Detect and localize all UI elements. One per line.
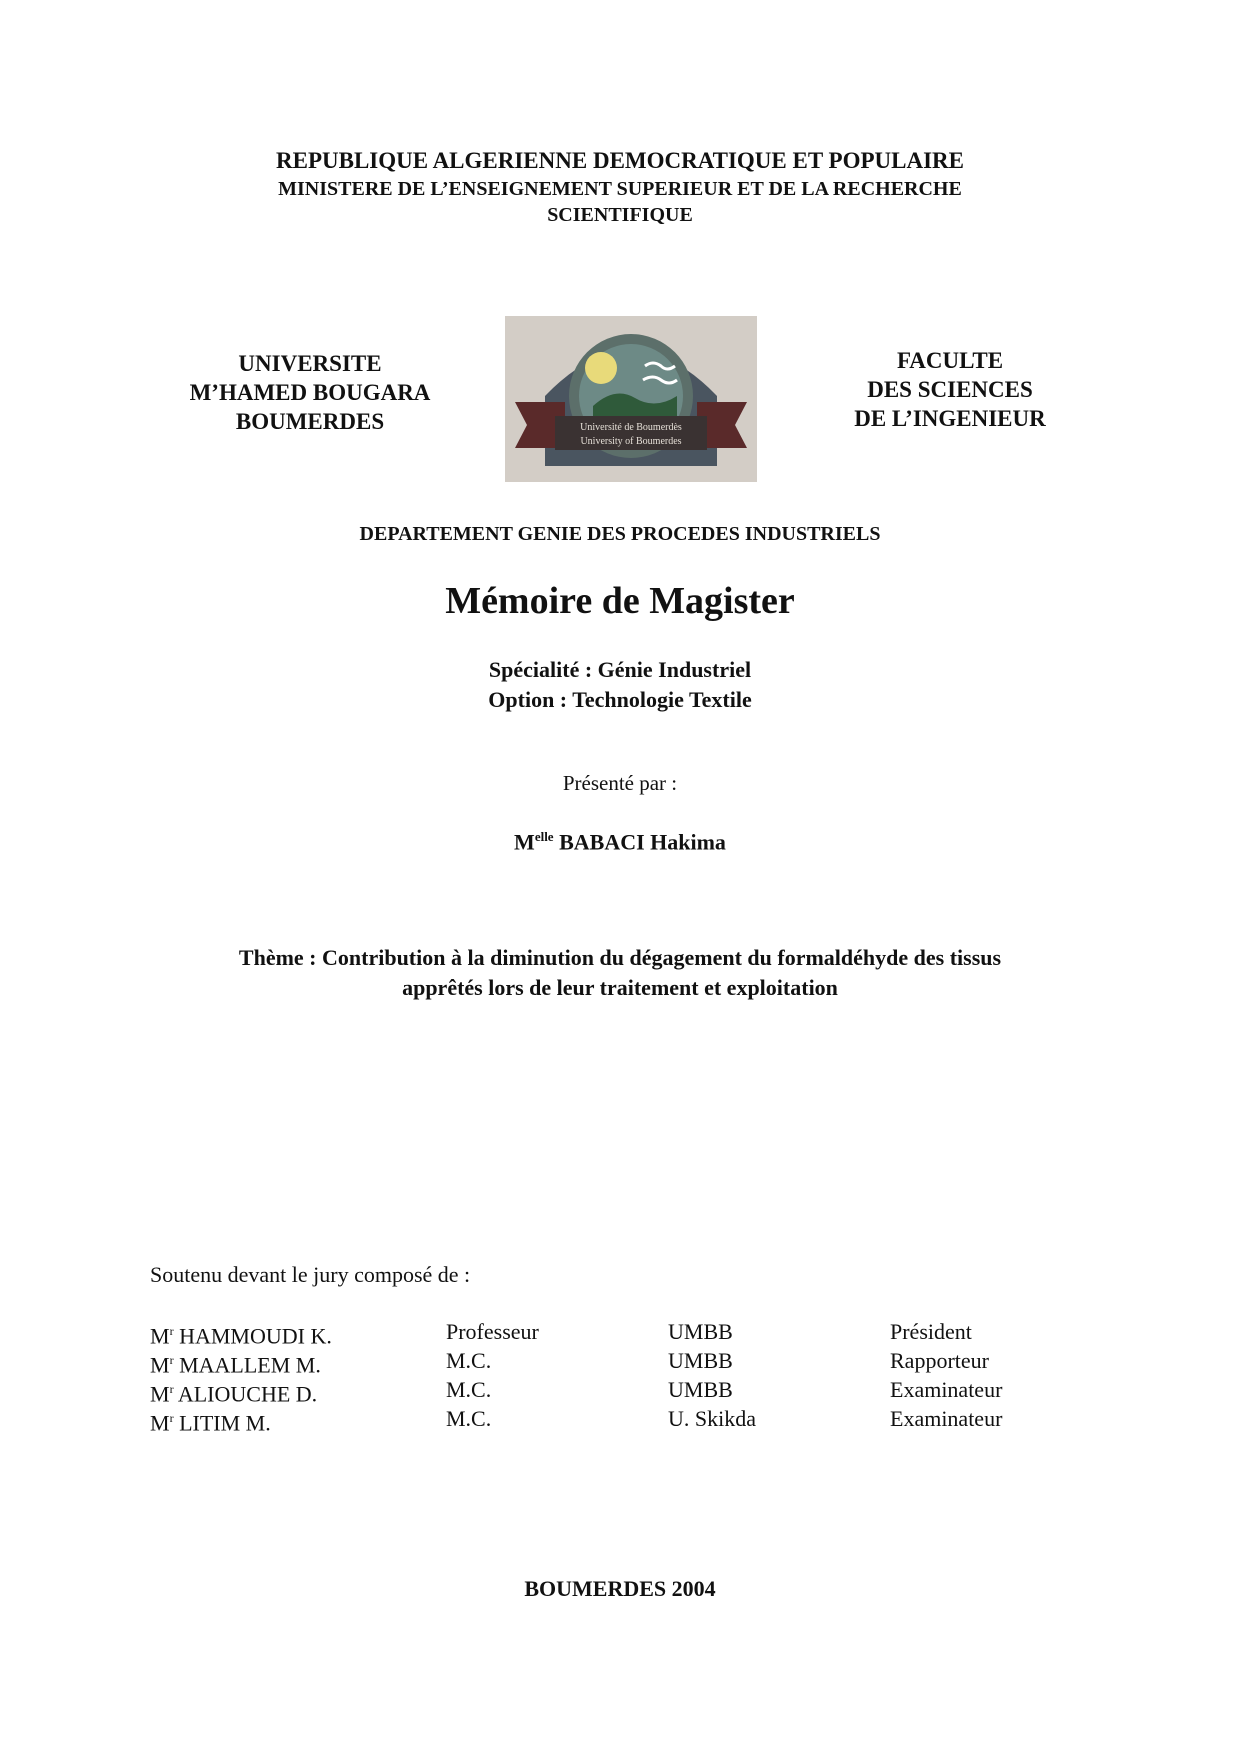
author <box>0 829 1240 855</box>
jury-name: $M^r$ HAMMOUDI K. <box>150 1323 332 1349</box>
jury-name: $M^r$ MAALLEM M. <box>150 1352 321 1378</box>
university-line: M’HAMED BOUGARA <box>189 380 431 405</box>
author-name: BABACI Hakima <box>559 829 726 855</box>
university-block <box>170 349 450 436</box>
speciality: Spécialité : Génie Industriel <box>488 657 752 682</box>
author-prefix: M <box>514 829 535 855</box>
jury-name: $M^r$ LITIM M. <box>150 1410 271 1436</box>
department: DEPARTEMENT GENIE DES PROCEDES INDUSTRIELS <box>359 523 881 545</box>
logo-text-fr: Université de Boumerdès <box>580 422 682 433</box>
jury-grade: M.C. <box>446 1406 492 1431</box>
theme-block <box>0 943 1240 1003</box>
jury-intro: Soutenu devant le jury composé de : <box>150 1262 471 1287</box>
header-ministry-cont: SCIENTIFIQUE <box>547 204 693 226</box>
header-republic: REPUBLIQUE ALGERIENNE DEMOCRATIQUE ET POPULAIRE <box>276 148 964 173</box>
document-title: Mémoire de Magister <box>445 580 795 622</box>
university-logo <box>505 316 757 482</box>
jury-table <box>150 1317 1110 1436</box>
jury-role: Rapporteur <box>890 1348 989 1373</box>
jury-institution: U. Skikda <box>668 1406 756 1431</box>
university-line: UNIVERSITE <box>238 351 382 376</box>
jury-institution: UMBB <box>668 1319 733 1344</box>
theme-line: apprêtés lors de leur traitement et exploitation <box>402 975 838 1000</box>
jury-role: Président <box>890 1319 972 1344</box>
speciality-block <box>0 655 1240 715</box>
jury-grade: M.C. <box>446 1348 492 1373</box>
jury-row <box>150 1317 1110 1349</box>
theme-line: Thème : Contribution à la diminution du dégagement du formaldéhyde des tissus <box>238 945 1002 970</box>
jury-role: Examinateur <box>890 1377 1003 1402</box>
university-line: BOUMERDES <box>235 409 385 434</box>
jury-institution: UMBB <box>668 1377 733 1402</box>
jury-name: $M^r$ ALIOUCHE D. <box>150 1381 318 1407</box>
university-emblem-icon <box>505 316 757 482</box>
author-prefix-sup: elle <box>534 829 554 844</box>
jury-row <box>150 1346 1110 1378</box>
faculty-line: DE L’INGENIEUR <box>854 406 1046 431</box>
jury-row <box>150 1375 1110 1407</box>
jury-grade: M.C. <box>446 1377 492 1402</box>
footer-place-year: BOUMERDES 2004 <box>524 1576 716 1601</box>
jury-row <box>150 1404 1110 1436</box>
faculty-block <box>820 346 1080 433</box>
presented-by: Présenté par : <box>562 771 678 795</box>
logo-text-en: University of Boumerdes <box>580 436 682 447</box>
option: Option : Technologie Textile <box>488 687 752 712</box>
jury-institution: UMBB <box>668 1348 733 1373</box>
jury-role: Examinateur <box>890 1406 1003 1431</box>
faculty-line: DES SCIENCES <box>867 377 1033 402</box>
faculty-line: FACULTE <box>896 348 1004 373</box>
header-ministry: MINISTERE DE L’ENSEIGNEMENT SUPERIEUR ET DE LA RECHERCHE <box>278 178 962 200</box>
jury-grade: Professeur <box>446 1319 539 1344</box>
